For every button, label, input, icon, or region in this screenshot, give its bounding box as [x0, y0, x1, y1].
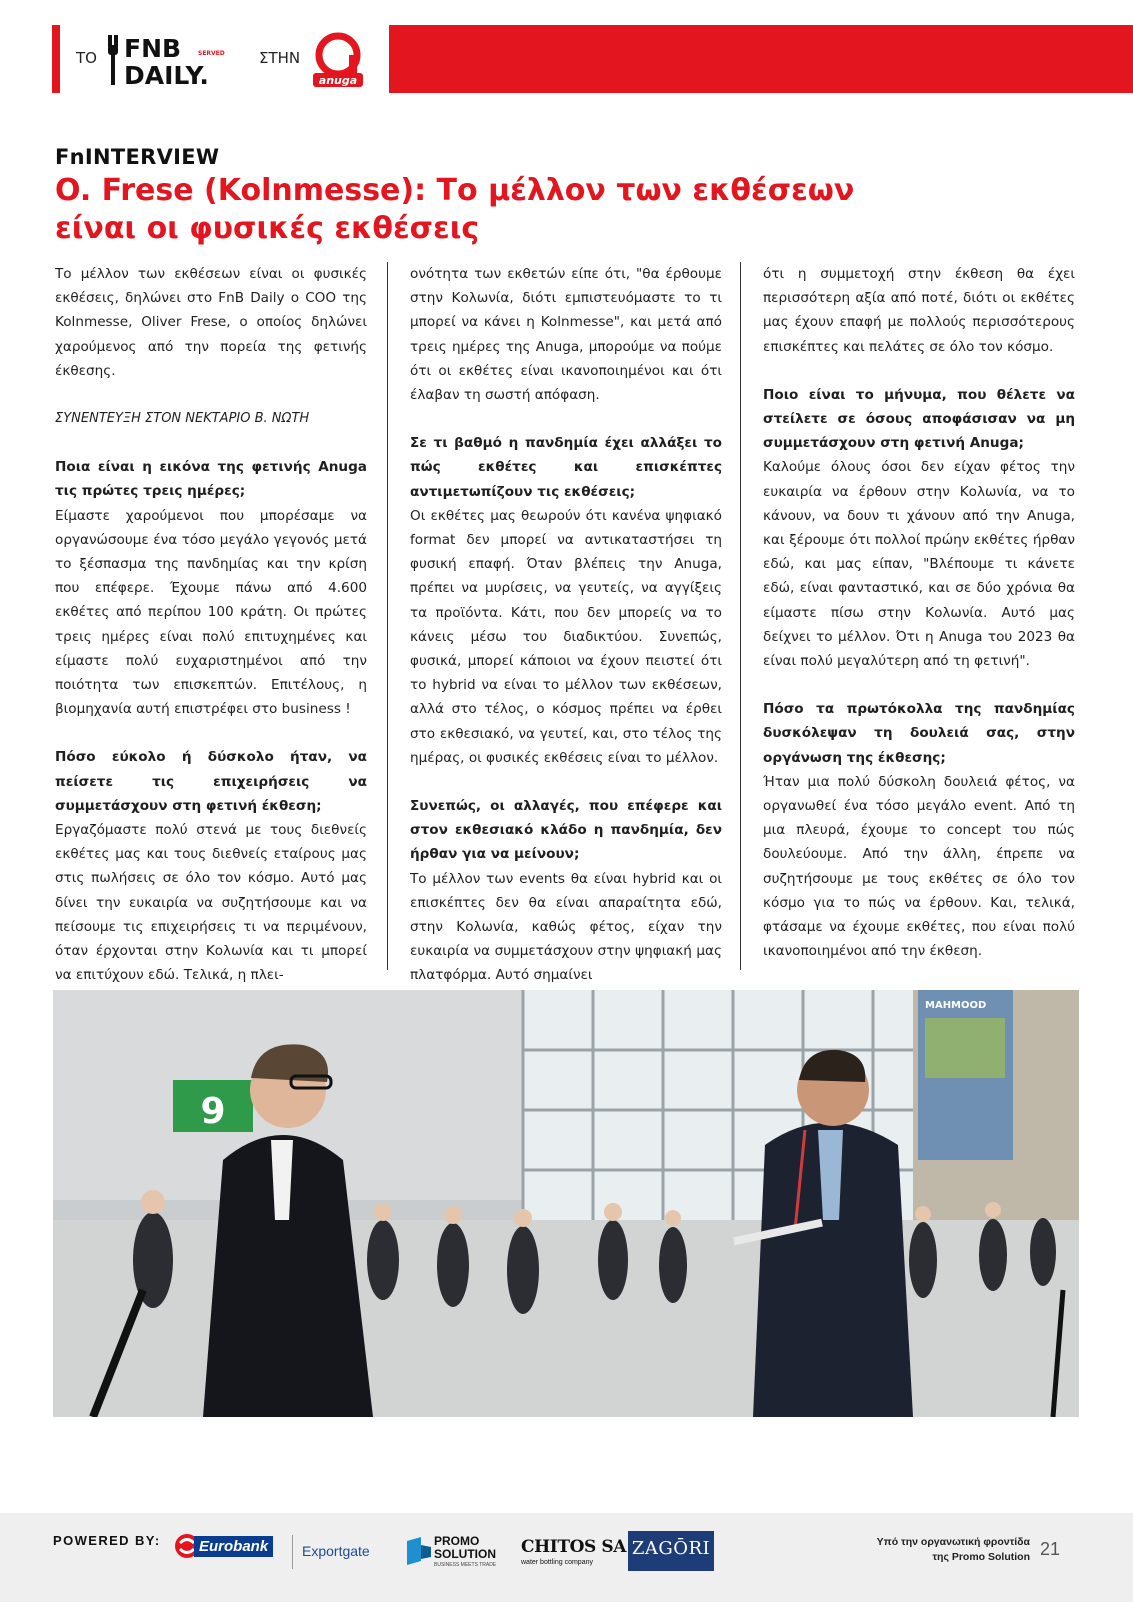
answer-1: Είμαστε χαρούμενοι που μπορέσαμε να οργανώσουμε ένα τόσο μεγάλο γεγονός μετά το ξέσπασμα της πανδημίας και την κρίση που επέφερε. Έχουμε πάνω από 4.600 εκθέτες από περίπου 100 κράτη. Οι πρώτες τρεις ημέρες είναι πολύ επιτυχημένες και είμαστε πολύ ευχαριστημένοι από την ποιότητα των επισκεπτών. Επιτέλους, η βιομηχανία αυτή επιστρέφει στο business !: [55, 507, 367, 718]
fnb-line2: DAILY.: [124, 61, 209, 89]
question-3: Σε τι βαθμό η πανδημία έχει αλλάξει το πώς εκθέτες και επισκέπτες αντιμετωπίζουν τις εκθέσεις;: [410, 435, 722, 500]
organizer-note-line-1: Υπό την οργανωτική φροντίδα: [876, 1536, 1030, 1548]
intro-paragraph: Το μέλλον των εκθέσεων είναι οι φυσικές εκθέσεις, δηλώνει στο FnB Daily ο COO της Kolnmesse, Oliver Frese, ο οποίος δηλώνει χαρούμενος από την πορεία της φετινής έκθεσης.: [55, 266, 367, 379]
banner-red-bar-left: [52, 25, 60, 93]
question-2: Πόσο εύκολο ή δύσκολο ήταν, να πείσετε τις επιχειρήσεις να συμμετάσχουν στη φετινή έκθεση;: [55, 749, 367, 814]
question-4: Συνεπώς, οι αλλαγές, που επέφερε και στον εκθεσιακό κλάδο η πανδημία, δεν ήρθαν για να μείνουν;: [410, 798, 722, 863]
title-line-1: O. Frese (Kolnmesse): Το μέλλον των εκθέσεων: [55, 173, 855, 208]
question-1: Ποια είναι η εικόνα της φετινής Anuga τις πρώτες τρεις ημέρες;: [55, 459, 367, 500]
banner-red-bar-right: [389, 25, 1133, 93]
photo-banner-text: MAHMOOD: [925, 1000, 987, 1011]
section-label: FnINTERVIEW: [55, 145, 220, 169]
promo-solution-icon: [407, 1537, 431, 1567]
title-line-2: είναι οι φυσικές εκθέσεις: [55, 211, 480, 246]
article-title: [55, 172, 1055, 248]
answer-6: Ήταν μια πολύ δύσκολη δουλειά φέτος, να οργανωθεί ένα τόσο μεγάλο event. Από τη μια πλευρά, έχουμε το concept του πώς δουλεύουμε. Από την άλλη, έπρεπε να συζητήσουμε με τους εκθέτες σε όλο τον κόσμο για το πώς να έρθουν. Και, τελικά, φτάσαμε να έχουμε εκθέτες, που είναι πολύ ικανοποιημένοι από την έκθεση.: [763, 773, 1075, 960]
answer-2-continued: ονότητα των εκθετών είπε ότι, "θα έρθουμε στην Κολωνία, διότι εμπιστευόμαστε το τι μπορεί να κάνει η Kolnmesse", και μετά από τρεις ημέρες της Anuga, μπορούμε να πούμε ότι οι εκθέτες είναι ικανοποιημένοι και ότι έλαβαν τη σωστή απόφαση.: [410, 266, 722, 404]
page-number: 21: [1040, 1539, 1061, 1559]
promo-solution-logo: [407, 1535, 497, 1573]
promo-solution-text: [434, 1535, 496, 1561]
anuga-logo: [309, 31, 367, 89]
organizer-note-line-2: της Promo Solution: [932, 1551, 1030, 1563]
banner-connector: ΣΤΗΝ: [259, 49, 301, 67]
zagori-logo: ZAGŌRI: [628, 1531, 714, 1571]
header-banner: [52, 25, 1133, 93]
promo-line-1: PROMO: [434, 1534, 480, 1548]
column-divider: [387, 262, 388, 970]
byline: ΣΥΝΕΝΤΕΥΞΗ ΣΤΟΝ ΝΕΚΤΑΡΙΟ Β. ΝΩΤΗ: [55, 411, 310, 427]
answer-4-continued: ότι η συμμετοχή στην έκθεση θα έχει περισσότερη αξία από ποτέ, διότι οι εκθέτες μας έχουν επαφή με πολλούς περισσότερους επισκέπτες και πελάτες σε όλο τον κόσμο.: [763, 266, 1075, 355]
fnb-line1: FNB: [124, 34, 182, 63]
chitos-subtitle: water bottling company: [521, 1559, 593, 1566]
hall-sign-number: 9: [200, 1091, 226, 1132]
photo-illustration: [53, 990, 1079, 1417]
question-6: Πόσο τα πρωτόκολλα της πανδημίας δυσκόλεψαν τη δουλειά σας, στην οργάνωση της έκθεσης;: [763, 701, 1075, 766]
column-2: [410, 262, 722, 1012]
eurobank-logo: [174, 1533, 273, 1559]
promo-solution-subtitle: BUSINESS MEETS TRADE: [434, 1562, 497, 1568]
fnb-served: SERVED: [198, 50, 225, 57]
logo-separator: [292, 1535, 293, 1569]
answer-4: Το μέλλον των events θα είναι hybrid και οι επισκέπτες δεν θα είναι απαραίτητα εδώ, στην Κολωνία, καθώς φέτος, είχαν την ευκαιρία να συμμετάσχουν στην ψηφιακή μας πλατφόρμα. Αυτό σημαίνει: [410, 870, 722, 984]
eurobank-text: Eurobank: [194, 1536, 273, 1557]
organizer-note: [840, 1535, 1030, 1565]
question-5: Ποιο είναι το μήνυμα, που θέλετε να στείλετε σε όσους αποφάσισαν να μη συμμετάσχουν στη φετινή Anuga;: [763, 386, 1075, 452]
anuga-word: anuga: [318, 74, 358, 87]
article-body: [55, 262, 1078, 984]
exportgate-logo: Exportgate: [302, 1543, 370, 1559]
answer-2: Εργαζόμαστε πολύ στενά με τους διεθνείς εκθέτες μας και τους διεθνείς εταίρους μας στις πωλήσεις σε όλο τον κόσμο. Αυτό μας δίνει την ευκαιρία να συζητήσουμε και να πείσουμε τις επιχειρήσεις τι να περιμένουν, όταν έρχονται στην Κολωνία και τι μπορεί να επιτύχουν εδώ. Τελικά, η πλει-: [55, 822, 367, 984]
powered-by-label: POWERED BY:: [53, 1533, 161, 1548]
banner-prefix: ΤΟ: [76, 49, 97, 67]
chitos-logo: CHITOS SA: [521, 1537, 627, 1557]
fnb-daily-logo: [104, 29, 244, 89]
column-1: [55, 262, 367, 1011]
fork-icon: [108, 35, 118, 85]
footer-bar: [0, 1513, 1133, 1602]
answer-5: Καλούμε όλους όσοι δεν είχαν φέτος την ευκαιρία να έρθουν στην Κολωνία, να το κάνουν, να δουν τι χάνουν από την Anuga, και ξέρουμε ότι πολλοί πρώην εκθέτες ήρθαν εδώ, και μας είπαν, "Βλέπουμε τι κάνετε εδώ, είναι φανταστικό, και σε δύο χρόνια θα είμαστε πίσω στην Κολωνία. Αυτό μας δείχνει το μέλλον. Ότι η Anuga του 2023 θα είναι πολύ μεγαλύτερη από τη φετινή".: [763, 459, 1075, 670]
promo-line-2: SOLUTION: [434, 1547, 496, 1561]
column-3: [763, 262, 1075, 987]
answer-3: Οι εκθέτες μας θεωρούν ότι κανένα ψηφιακό format δεν μπορεί να αντικαταστήσει τη φυσική επαφή. Όταν βλέπεις την Anuga, πρέπει να μυρίσεις, να γευτείς, να αγγίξεις τα προϊόντα. Κάτι, που δεν μπορείς να το κάνεις μέσω του διαδικτύου. Συνεπώς, φυσικά, μπορεί κάποιοι να έχουν πειστεί ότι το hybrid να είναι το μέλλον των εκθέσεων, αλλά στο τέλος, ο κόσμος πρέπει να έρθει στο εκθεσιακό, να γευτεί, και, στο τέλος της ημέρας, οι φυσικές εκθέσεις είναι το μέλλον.: [410, 507, 722, 766]
column-divider: [740, 262, 741, 970]
interview-photo: [53, 990, 1079, 1417]
